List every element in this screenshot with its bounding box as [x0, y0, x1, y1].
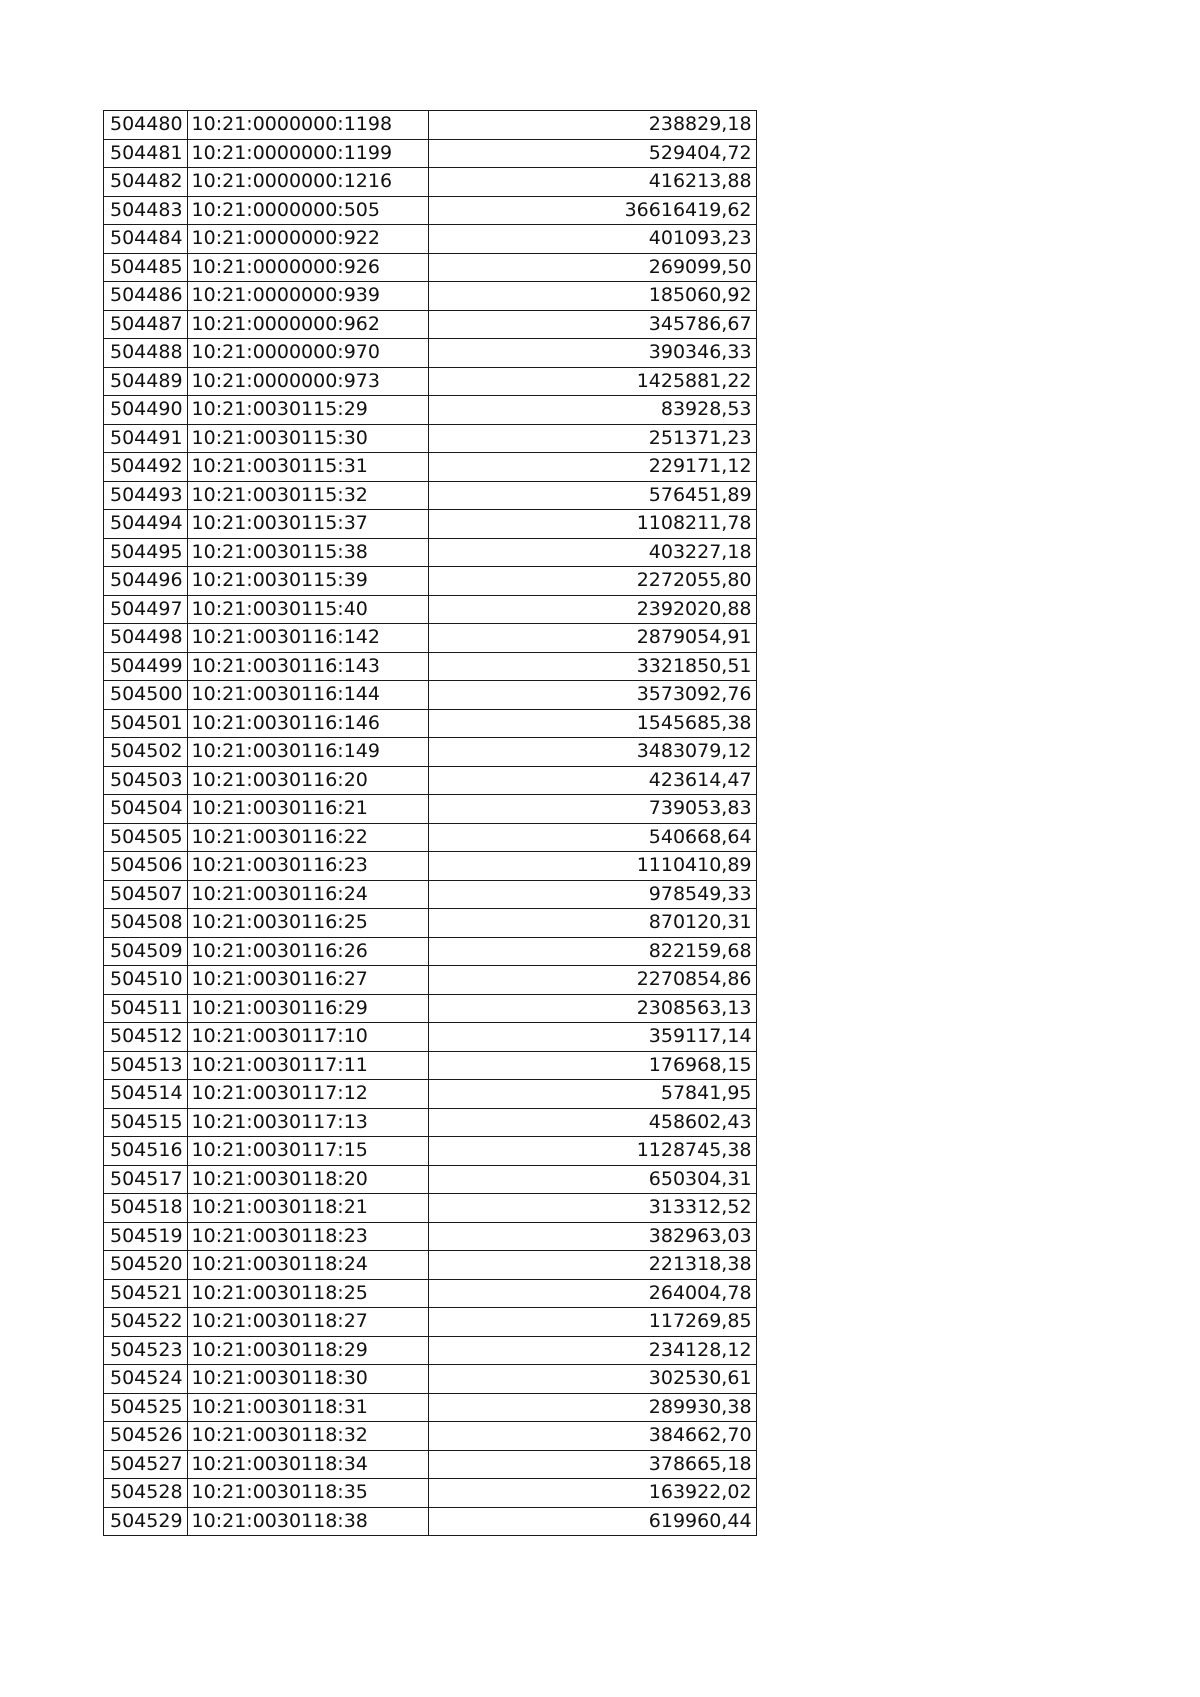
cadastral-number-cell: 10:21:0000000:970: [187, 339, 428, 368]
amount-cell: 1545685,38: [428, 709, 756, 738]
table-row: [104, 1450, 757, 1479]
row-id-cell: 504493: [104, 481, 188, 510]
row-id-cell: 504482: [104, 168, 188, 197]
row-id-cell: 504489: [104, 367, 188, 396]
table-row: [104, 709, 757, 738]
amount-cell: 529404,72: [428, 139, 756, 168]
cadastral-number-cell: 10:21:0030117:10: [187, 1023, 428, 1052]
cadastral-number-cell: 10:21:0030115:32: [187, 481, 428, 510]
row-id-cell: 504486: [104, 282, 188, 311]
amount-cell: 540668,64: [428, 823, 756, 852]
table-row: [104, 766, 757, 795]
amount-cell: 822159,68: [428, 937, 756, 966]
row-id-cell: 504499: [104, 652, 188, 681]
amount-cell: 3573092,76: [428, 681, 756, 710]
cadastral-number-cell: 10:21:0030116:20: [187, 766, 428, 795]
cadastral-number-cell: 10:21:0000000:505: [187, 196, 428, 225]
amount-cell: 978549,33: [428, 880, 756, 909]
row-id-cell: 504492: [104, 453, 188, 482]
cadastral-number-cell: 10:21:0030118:27: [187, 1308, 428, 1337]
cadastral-number-cell: 10:21:0030116:144: [187, 681, 428, 710]
table-row: [104, 1108, 757, 1137]
row-id-cell: 504484: [104, 225, 188, 254]
table-row: [104, 111, 757, 140]
table-row: [104, 595, 757, 624]
table-row: [104, 1222, 757, 1251]
row-id-cell: 504494: [104, 510, 188, 539]
cadastral-number-cell: 10:21:0030115:40: [187, 595, 428, 624]
cadastral-number-cell: 10:21:0030116:26: [187, 937, 428, 966]
row-id-cell: 504505: [104, 823, 188, 852]
amount-cell: 1425881,22: [428, 367, 756, 396]
cadastral-number-cell: 10:21:0030118:38: [187, 1507, 428, 1536]
table-row: [104, 424, 757, 453]
amount-cell: 619960,44: [428, 1507, 756, 1536]
row-id-cell: 504497: [104, 595, 188, 624]
cadastral-number-cell: 10:21:0000000:926: [187, 253, 428, 282]
table-row: [104, 795, 757, 824]
amount-cell: 416213,88: [428, 168, 756, 197]
amount-cell: 36616419,62: [428, 196, 756, 225]
cadastral-number-cell: 10:21:0000000:1199: [187, 139, 428, 168]
row-id-cell: 504488: [104, 339, 188, 368]
amount-cell: 3483079,12: [428, 738, 756, 767]
row-id-cell: 504519: [104, 1222, 188, 1251]
row-id-cell: 504500: [104, 681, 188, 710]
amount-cell: 185060,92: [428, 282, 756, 311]
row-id-cell: 504503: [104, 766, 188, 795]
cadastral-number-cell: 10:21:0030116:27: [187, 966, 428, 995]
amount-cell: 2879054,91: [428, 624, 756, 653]
row-id-cell: 504487: [104, 310, 188, 339]
row-id-cell: 504491: [104, 424, 188, 453]
row-id-cell: 504509: [104, 937, 188, 966]
cadastral-number-cell: 10:21:0030116:143: [187, 652, 428, 681]
table-row: [104, 1393, 757, 1422]
amount-cell: 289930,38: [428, 1393, 756, 1422]
row-id-cell: 504524: [104, 1365, 188, 1394]
cadastral-number-cell: 10:21:0000000:973: [187, 367, 428, 396]
amount-cell: 117269,85: [428, 1308, 756, 1337]
cadastral-number-cell: 10:21:0030118:35: [187, 1479, 428, 1508]
amount-cell: 2392020,88: [428, 595, 756, 624]
row-id-cell: 504502: [104, 738, 188, 767]
cadastral-number-cell: 10:21:0030118:29: [187, 1336, 428, 1365]
row-id-cell: 504513: [104, 1051, 188, 1080]
row-id-cell: 504504: [104, 795, 188, 824]
amount-cell: 739053,83: [428, 795, 756, 824]
row-id-cell: 504521: [104, 1279, 188, 1308]
cadastral-number-cell: 10:21:0030115:38: [187, 538, 428, 567]
amount-cell: 870120,31: [428, 909, 756, 938]
row-id-cell: 504515: [104, 1108, 188, 1137]
amount-cell: 401093,23: [428, 225, 756, 254]
amount-cell: 2272055,80: [428, 567, 756, 596]
cadastral-number-cell: 10:21:0000000:1198: [187, 111, 428, 140]
cadastral-number-cell: 10:21:0030117:11: [187, 1051, 428, 1080]
cadastral-number-cell: 10:21:0030117:12: [187, 1080, 428, 1109]
amount-cell: 1108211,78: [428, 510, 756, 539]
cadastral-number-cell: 10:21:0030116:22: [187, 823, 428, 852]
table-row: [104, 738, 757, 767]
row-id-cell: 504481: [104, 139, 188, 168]
row-id-cell: 504495: [104, 538, 188, 567]
cadastral-number-cell: 10:21:0030118:24: [187, 1251, 428, 1280]
amount-cell: 576451,89: [428, 481, 756, 510]
cadastral-number-cell: 10:21:0030117:15: [187, 1137, 428, 1166]
cadastral-number-cell: 10:21:0030115:39: [187, 567, 428, 596]
cadastral-number-cell: 10:21:0030118:25: [187, 1279, 428, 1308]
table-row: [104, 1137, 757, 1166]
table-row: [104, 567, 757, 596]
row-id-cell: 504525: [104, 1393, 188, 1422]
table-row: [104, 225, 757, 254]
row-id-cell: 504517: [104, 1165, 188, 1194]
row-id-cell: 504511: [104, 994, 188, 1023]
table-row: [104, 396, 757, 425]
row-id-cell: 504480: [104, 111, 188, 140]
table-row: [104, 339, 757, 368]
table-row: [104, 1336, 757, 1365]
table-row: [104, 538, 757, 567]
cadastral-number-cell: 10:21:0030118:23: [187, 1222, 428, 1251]
row-id-cell: 504520: [104, 1251, 188, 1280]
amount-cell: 1110410,89: [428, 852, 756, 881]
cadastral-number-cell: 10:21:0030116:146: [187, 709, 428, 738]
row-id-cell: 504529: [104, 1507, 188, 1536]
table-row: [104, 139, 757, 168]
amount-cell: 302530,61: [428, 1365, 756, 1394]
amount-cell: 423614,47: [428, 766, 756, 795]
table-row: [104, 1251, 757, 1280]
row-id-cell: 504516: [104, 1137, 188, 1166]
table-row: [104, 1365, 757, 1394]
amount-cell: 251371,23: [428, 424, 756, 453]
cadastral-number-cell: 10:21:0030116:29: [187, 994, 428, 1023]
cadastral-number-cell: 10:21:0030118:32: [187, 1422, 428, 1451]
row-id-cell: 504498: [104, 624, 188, 653]
row-id-cell: 504522: [104, 1308, 188, 1337]
cadastral-number-cell: 10:21:0030116:24: [187, 880, 428, 909]
amount-cell: 378665,18: [428, 1450, 756, 1479]
row-id-cell: 504523: [104, 1336, 188, 1365]
table-row: [104, 823, 757, 852]
table-row: [104, 1279, 757, 1308]
cadastral-number-cell: 10:21:0030118:30: [187, 1365, 428, 1394]
amount-cell: 83928,53: [428, 396, 756, 425]
table-row: [104, 453, 757, 482]
amount-cell: 2270854,86: [428, 966, 756, 995]
cadastral-number-cell: 10:21:0000000:962: [187, 310, 428, 339]
amount-cell: 264004,78: [428, 1279, 756, 1308]
cadastral-number-cell: 10:21:0030118:31: [187, 1393, 428, 1422]
amount-cell: 2308563,13: [428, 994, 756, 1023]
row-id-cell: 504496: [104, 567, 188, 596]
row-id-cell: 504518: [104, 1194, 188, 1223]
table-body: [104, 111, 757, 1536]
cadastral-number-cell: 10:21:0030118:20: [187, 1165, 428, 1194]
cadastral-number-cell: 10:21:0030115:37: [187, 510, 428, 539]
amount-cell: 384662,70: [428, 1422, 756, 1451]
row-id-cell: 504490: [104, 396, 188, 425]
amount-cell: 176968,15: [428, 1051, 756, 1080]
row-id-cell: 504526: [104, 1422, 188, 1451]
amount-cell: 221318,38: [428, 1251, 756, 1280]
table-row: [104, 880, 757, 909]
table-row: [104, 168, 757, 197]
cadastral-number-cell: 10:21:0030115:30: [187, 424, 428, 453]
cadastral-number-cell: 10:21:0030116:21: [187, 795, 428, 824]
table-row: [104, 1051, 757, 1080]
amount-cell: 269099,50: [428, 253, 756, 282]
row-id-cell: 504508: [104, 909, 188, 938]
table-row: [104, 937, 757, 966]
amount-cell: 234128,12: [428, 1336, 756, 1365]
amount-cell: 650304,31: [428, 1165, 756, 1194]
amount-cell: 238829,18: [428, 111, 756, 140]
table-row: [104, 1507, 757, 1536]
cadastral-number-cell: 10:21:0030116:23: [187, 852, 428, 881]
cadastral-number-cell: 10:21:0030116:142: [187, 624, 428, 653]
table-row: [104, 1479, 757, 1508]
table-row: [104, 253, 757, 282]
cadastral-number-cell: 10:21:0000000:922: [187, 225, 428, 254]
amount-cell: 57841,95: [428, 1080, 756, 1109]
amount-cell: 3321850,51: [428, 652, 756, 681]
amount-cell: 229171,12: [428, 453, 756, 482]
cadastral-number-cell: 10:21:0000000:939: [187, 282, 428, 311]
cadastral-number-cell: 10:21:0030118:21: [187, 1194, 428, 1223]
table-row: [104, 510, 757, 539]
table-row: [104, 681, 757, 710]
row-id-cell: 504485: [104, 253, 188, 282]
table-row: [104, 652, 757, 681]
row-id-cell: 504527: [104, 1450, 188, 1479]
table-row: [104, 481, 757, 510]
cadastral-number-cell: 10:21:0030116:25: [187, 909, 428, 938]
table-row: [104, 1023, 757, 1052]
table-row: [104, 367, 757, 396]
table-row: [104, 1080, 757, 1109]
cadastral-number-cell: 10:21:0030115:29: [187, 396, 428, 425]
table-row: [104, 1194, 757, 1223]
amount-cell: 163922,02: [428, 1479, 756, 1508]
table-row: [104, 909, 757, 938]
row-id-cell: 504528: [104, 1479, 188, 1508]
row-id-cell: 504512: [104, 1023, 188, 1052]
amount-cell: 1128745,38: [428, 1137, 756, 1166]
row-id-cell: 504501: [104, 709, 188, 738]
table-row: [104, 966, 757, 995]
amount-cell: 345786,67: [428, 310, 756, 339]
table-row: [104, 994, 757, 1023]
cadastral-number-cell: 10:21:0000000:1216: [187, 168, 428, 197]
table-row: [104, 852, 757, 881]
amount-cell: 359117,14: [428, 1023, 756, 1052]
table-row: [104, 1308, 757, 1337]
cadastral-number-cell: 10:21:0030116:149: [187, 738, 428, 767]
row-id-cell: 504510: [104, 966, 188, 995]
amount-cell: 390346,33: [428, 339, 756, 368]
table-row: [104, 310, 757, 339]
cadastral-number-cell: 10:21:0030117:13: [187, 1108, 428, 1137]
row-id-cell: 504507: [104, 880, 188, 909]
amount-cell: 382963,03: [428, 1222, 756, 1251]
cadastral-number-cell: 10:21:0030115:31: [187, 453, 428, 482]
row-id-cell: 504506: [104, 852, 188, 881]
table-row: [104, 196, 757, 225]
amount-cell: 313312,52: [428, 1194, 756, 1223]
row-id-cell: 504514: [104, 1080, 188, 1109]
amount-cell: 403227,18: [428, 538, 756, 567]
table-row: [104, 1165, 757, 1194]
data-table: [103, 110, 757, 1536]
table-row: [104, 1422, 757, 1451]
table-row: [104, 282, 757, 311]
table-row: [104, 624, 757, 653]
row-id-cell: 504483: [104, 196, 188, 225]
amount-cell: 458602,43: [428, 1108, 756, 1137]
cadastral-number-cell: 10:21:0030118:34: [187, 1450, 428, 1479]
